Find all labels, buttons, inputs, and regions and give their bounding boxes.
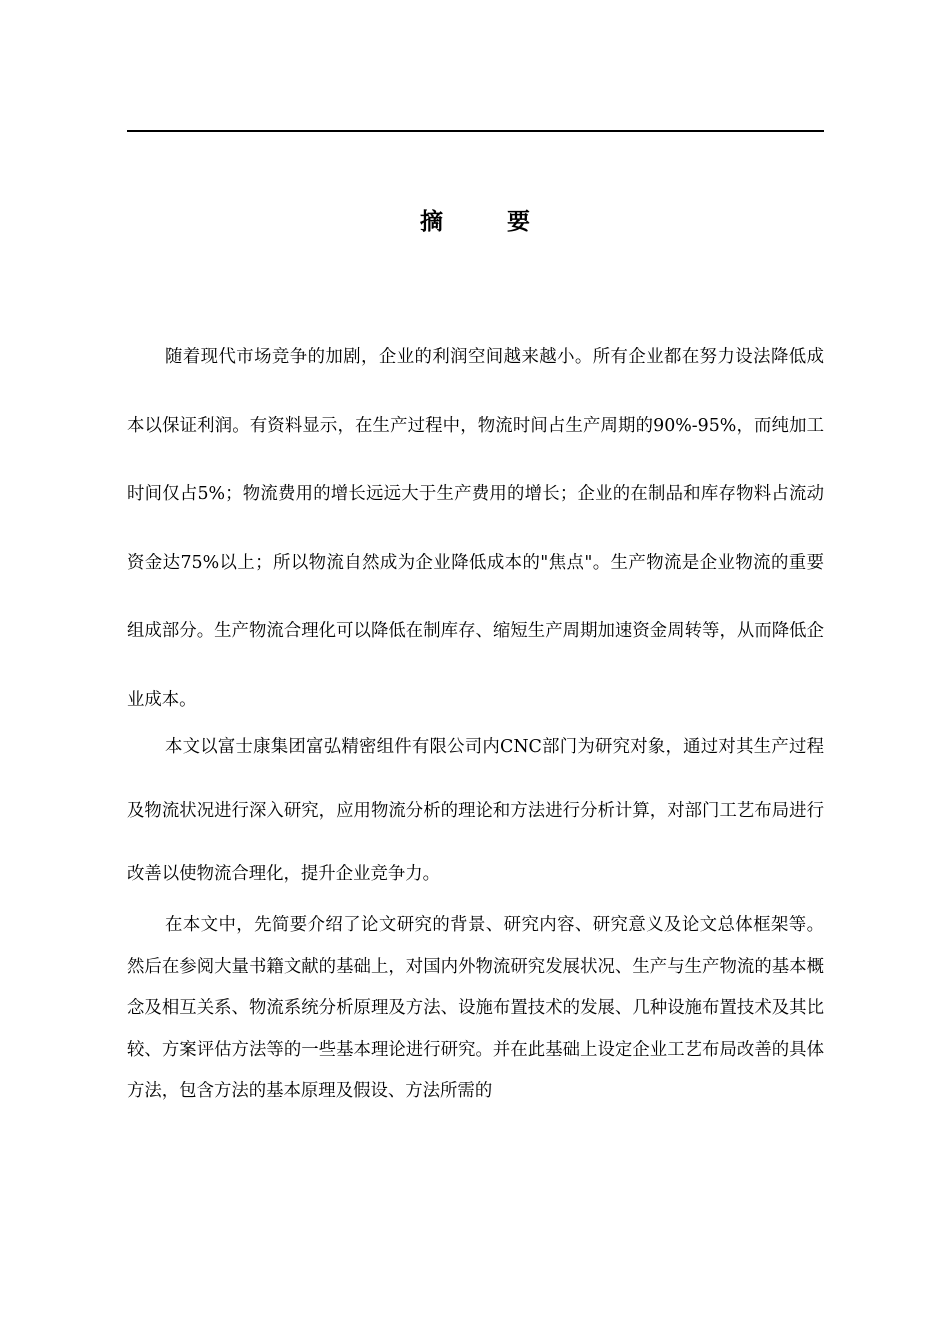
page-title: 摘 要 (419, 208, 558, 235)
abstract-paragraph-3: 在本文中，先简要介绍了论文研究的背景、研究内容、研究意义及论文总体框架等。然后在参阅大量书籍文献的基础上，对国内外物流研究发展状况、生产与生产物流的基本概念及相互关系、物流系统分析原理及方法、设施布置技术的发展、几种设施布置技术及其比较、方案评估方法等的一些基本理论进行研究。并在此基础上设定企业工艺布局改善的具体方法，包含方法的基本原理及假设、方法所需的 (127, 915, 824, 1101)
abstract-paragraph-1: 随着现代市场竞争的加剧，企业的利润空间越来越小。所有企业都在努力设法降低成本以保证利润。有资料显示，在生产过程中，物流时间占生产周期的90%-95%，而纯加工时间仅占5%；物流费用的增长远远大于生产费用的增长；企业的在制品和库存物料占流动资金达75%以上；所以物流自然成为企业降低成本的"焦点"。生产物流是企业物流的重要组成部分。生产物流合理化可以降低在制库存、缩短生产周期加速资金周转等，从而降低企业成本。 (127, 347, 824, 710)
header-rule (127, 130, 824, 132)
abstract-paragraph-2: 本文以富士康集团富弘精密组件有限公司内CNC部门为研究对象，通过对其生产过程及物流状况进行深入研究，应用物流分析的理论和方法进行分析计算，对部门工艺布局进行改善以使物流合理化，提升企业竞争力。 (127, 737, 824, 884)
